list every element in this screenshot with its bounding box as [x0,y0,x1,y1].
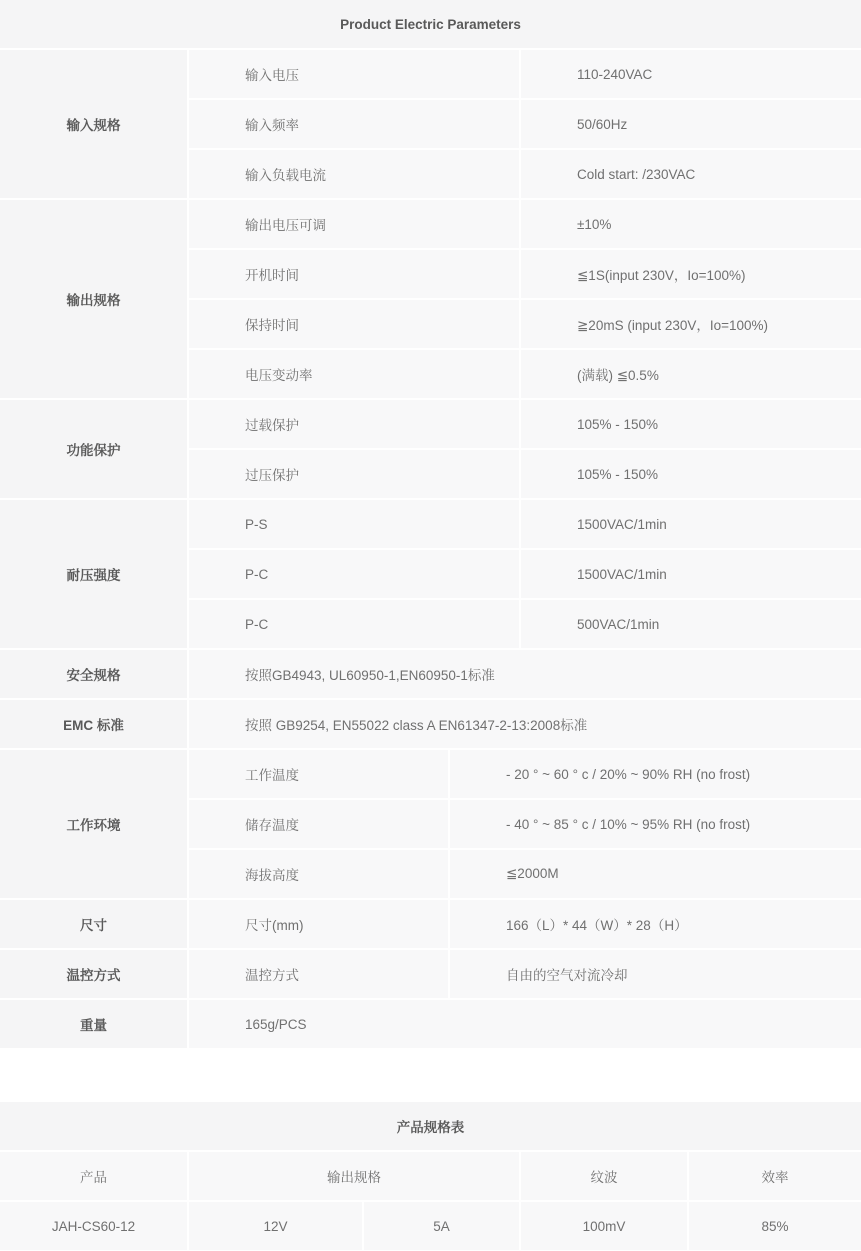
efficiency-cell: 85% [689,1202,861,1250]
spec-param: 输出电压可调 [189,200,519,248]
spec-full-value: 按照GB4943, UL60950-1,EN60950-1标准 [189,650,861,698]
spec-value: 1500VAC/1min [521,550,861,598]
spec-param: P-C [189,600,519,648]
spec-value: - 40 ° ~ 85 ° c / 10% ~ 95% RH (no frost) [450,800,861,848]
col-header-efficiency: 效率 [689,1152,861,1200]
spec-value: ≧20mS (input 230V，Io=100%) [521,300,861,348]
group-label-weight: 重量 [0,1000,187,1048]
col-header-output-spec: 输出规格 [189,1152,519,1200]
spec-param: 过压保护 [189,450,519,498]
spec-param: P-C [189,550,519,598]
table1-title: Product Electric Parameters [0,0,861,48]
group-label-cooling: 温控方式 [0,950,187,998]
spec-value: 1500VAC/1min [521,500,861,548]
spec-param: 过载保护 [189,400,519,448]
spec-value: 50/60Hz [521,100,861,148]
spec-value: (满载) ≦0.5% [521,350,861,398]
spec-param: 保持时间 [189,300,519,348]
ripple-cell: 100mV [521,1202,687,1250]
spec-value: 105% - 150% [521,400,861,448]
spec-value: ≦1S(input 230V，Io=100%) [521,250,861,298]
group-label-protection: 功能保护 [0,400,187,498]
spec-value: ±10% [521,200,861,248]
spec-value: 500VAC/1min [521,600,861,648]
col-header-ripple: 纹波 [521,1152,687,1200]
spec-value: ≦2000M [450,850,861,898]
spec-full-value: 165g/PCS [189,1000,861,1048]
group-label-safety-spec: 安全规格 [0,650,187,698]
spec-value: 166（L）* 44（W）* 28（H） [450,900,861,948]
group-label-withstand-voltage: 耐压强度 [0,500,187,648]
group-label-input-spec: 输入规格 [0,50,187,198]
spec-value: 110-240VAC [521,50,861,98]
group-label-environment: 工作环境 [0,750,187,898]
group-label-dimensions: 尺寸 [0,900,187,948]
spec-param: 电压变动率 [189,350,519,398]
group-label-output-spec: 输出规格 [0,200,187,398]
spec-value: 105% - 150% [521,450,861,498]
spec-param: P-S [189,500,519,548]
table2-title: 产品规格表 [0,1102,861,1150]
spec-param: 开机时间 [189,250,519,298]
spec-param: 输入频率 [189,100,519,148]
spec-full-value: 按照 GB9254, EN55022 class A EN61347-2-13:2008标准 [189,700,861,748]
spec-param: 工作温度 [189,750,448,798]
product-spec-table [0,1102,861,1250]
spec-param: 输入电压 [189,50,519,98]
product-model-cell: JAH-CS60-12 [0,1202,187,1250]
output-voltage-cell: 12V [189,1202,362,1250]
spec-param: 输入负载电流 [189,150,519,198]
col-header-product: 产品 [0,1152,187,1200]
spec-param: 温控方式 [189,950,448,998]
spec-value: 自由的空气对流冷却 [450,950,861,998]
spec-value: - 20 ° ~ 60 ° c / 20% ~ 90% RH (no frost) [450,750,861,798]
spec-value: Cold start: /230VAC [521,150,861,198]
spec-param: 储存温度 [189,800,448,848]
spec-param: 尺寸(mm) [189,900,448,948]
group-label-emc-standard: EMC 标准 [0,700,187,748]
output-current-cell: 5A [364,1202,519,1250]
spec-param: 海拔高度 [189,850,448,898]
